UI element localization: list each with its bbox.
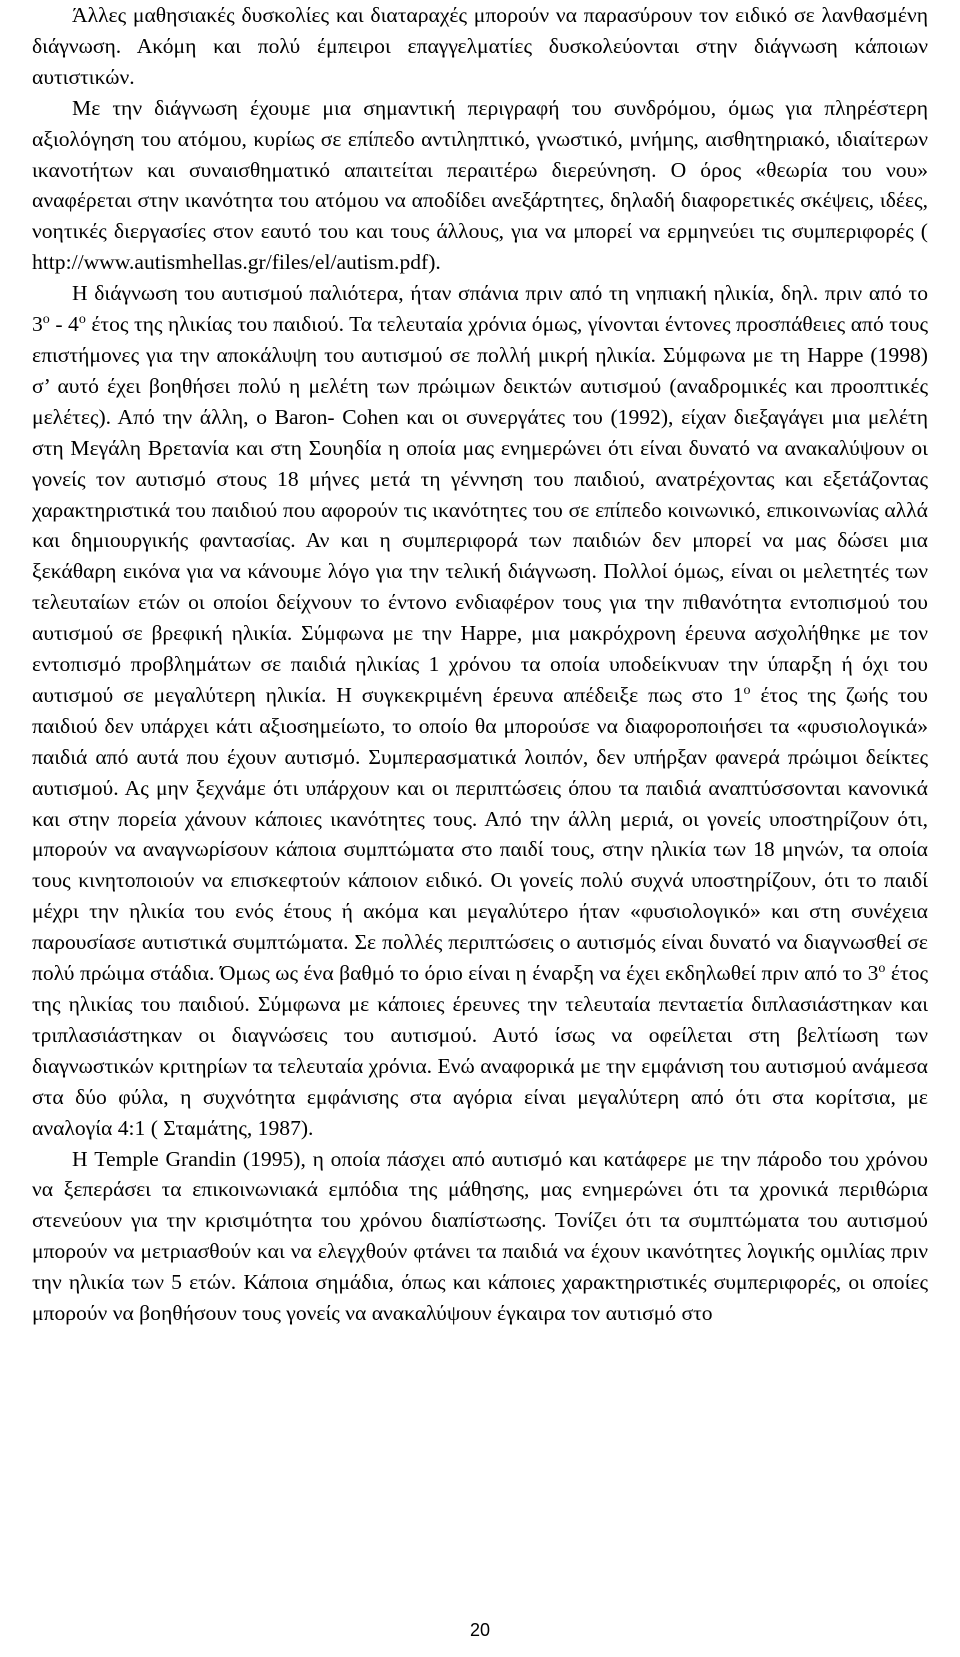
superscript: ο [743, 682, 751, 698]
paragraph-text: Άλλες μαθησιακές δυσκολίες και διαταραχές μπορούν να παρασύρουν τον ειδικό σε λανθασμένη διάγνωση. Ακόμη και πολύ έμπειροι επαγγελματίες δυσκολεύονται στην διάγνωση κάποιων αυτιστικών. [32, 3, 928, 89]
paragraph-text: έτος της ηλικίας του παιδιού. Τα τελευταία χρόνια όμως, γίνονται έντονες προσπάθειες από τους επιστήμονες για την αποκάλυψη του αυτισμού σε πολλή μικρή ηλικία. Σύμφωνα με τη Happe (1998) σ’ αυτό έχει βοηθήσει πολύ η μελέτη των πρώιμων δεικτών αυτισμού (αναδρομικές και προοπτικές μελέτες). Από την άλλη, ο Baron- Cohen και οι συνεργάτες του (1992), είχαν διεξαγάγει μια μελέτη στη Μεγάλη Βρετανία και στη Σουηδία η οποία μας ενημερώνει ότι είναι δυνατό να ανακαλύψουν οι γονείς τον αυτισμό στους 18 μήνες μετά τη γέννηση του παιδιού, ανατρέχοντας και εξετάζοντας χαρακτηριστικά του παιδιού που αφορούν τις ικανότητες του σε επίπεδο κοινωνικό, επικοινωνίας αλλά και δημιουργικής φαντασίας. Αν και η συμπεριφορά των παιδιών δεν μπορεί να μας δώσει μια ξεκάθαρη εικόνα για να κάνουμε λόγο για την τελική διάγνωση. Πολλοί όμως, είναι οι μελετητές των τελευταίων ετών οι οποίοι δείχνουν το έντονο ενδιαφέρον τους για την πιθανότητα εντοπισμού του αυτισμού σε βρεφική ηλικία. Σύμφωνα με την Happe, μια μακρόχρονη έρευνα ασχολήθηκε με τον εντοπισμό προβλημάτων σε παιδιά ηλικίας 1 χρόνου τα οποία υποδείκνυαν την ύπαρξη ή όχι του αυτισμού σε μεγαλύτερη ηλικία. Η συγκεκριμένη έρευνα απέδειξε πως στο 1 [32, 312, 928, 707]
paragraph-4 [32, 1144, 928, 1329]
paragraph-text: Με την διάγνωση έχουμε μια σημαντική περιγραφή του συνδρόμου, όμως για πληρέστερη αξιολόγηση του ατόμου, κυρίως σε επίπεδο αντιληπτικό, γνωστικό, μνήμης, αισθητηριακό, ιδιαίτερων ικανοτήτων και συναισθηματικό απαιτείται περαιτέρω διερεύνηση. Ο όρος «θεωρία του νου» αναφέρεται στην ικανότητα του ατόμου να αποδίδει ανεξάρτητες, δηλαδή διαφορετικές σκέψεις, ιδέες, νοητικές διεργασίες στον εαυτό του και τους άλλους, για να μπορεί να ερμηνεύει τις συμπεριφορές ( http://www.autismhellas.gr/files/el/autism.pdf). [32, 95, 928, 275]
paragraph-text: έτος της ηλικίας του παιδιού. Σύμφωνα με κάποιες έρευνες την τελευταία πενταετία διπλασιάστηκαν και τριπλασιάστηκαν οι διαγνώσεις του αυτισμού. Αυτό ίσως να οφείλεται στη βελτίωση των διαγνωστικών κριτηρίων τα τελευταία χρόνια. Ενώ αναφορικά με την εμφάνιση του αυτισμού ανάμεσα στα δύο φύλα, η συχνότητα εμφάνισης στα αγόρια είναι μεγαλύτερη από ότι στα κορίτσια, με αναλογία 4:1 ( Σταμάτης, 1987). [32, 961, 928, 1140]
document-page [32, 0, 928, 1329]
paragraph-2 [32, 93, 928, 278]
superscript: ο [878, 960, 886, 976]
paragraph-1 [32, 0, 928, 93]
paragraph-3 [32, 278, 928, 1143]
superscript: ο [42, 311, 50, 327]
paragraph-text: Η διάγνωση του αυτισμού παλιότερα, ήταν σπάνια πριν από τη νηπιακή ηλικία, δηλ. πριν από το 3 [32, 281, 928, 337]
page-number: 20 [469, 1620, 491, 1640]
superscript: ο [78, 311, 86, 327]
paragraph-text: Η Temple Grandin (1995), η οποία πάσχει από αυτισμό και κατάφερε με την πάροδο του χρόνου να ξεπεράσει τα επικοινωνιακά εμπόδια της μάθησης, μας ενημερώνει ότι τα χρονικά περιθώρια στενεύουν για την κρισιμότητα του χρόνου διαπίστωσης. Τονίζει ότι τα συμπτώματα του αυτισμού μπορούν να μετριασθούν και να ελεγχθούν φτάνει τα παιδιά να έχουν ικανότητες λογικής ομιλίας πριν την ηλικία των 5 ετών. Κάποια σημάδια, όπως και κάποιες χαρακτηριστικές συμπεριφορές, οι οποίες μπορούν να βοηθήσουν τους γονείς να ανακαλύψουν έγκαιρα τον αυτισμό στο [32, 1146, 928, 1326]
paragraph-text: - 4 [49, 312, 79, 337]
paragraph-text: έτος της ζωής του παιδιού δεν υπάρχει κάτι αξιοσημείωτο, το οποίο θα μπορούσε να διαφοροποιήσει τα «φυσιολογικά» παιδιά από αυτά που έχουν αυτισμό. Συμπερασματικά λοιπόν, δεν υπήρξαν φανερά πρώιμοι δείκτες αυτισμού. Ας μην ξεχνάμε ότι υπάρχουν και οι περιπτώσεις όπου τα παιδιά αναπτύσσονται κανονικά και στην πορεία χάνουν κάποιες ικανότητες τους. Από την άλλη μεριά, οι γονείς υποστηρίζουν ότι, μπορούν να αναγνωρίσουν κάποια συμπτώματα στο παιδί τους, στην ηλικία των 18 μηνών, τα οποία τους κινητοποιούν να επισκεφτούν κάποιον ειδικό. Οι γονείς πολύ συχνά υποστηρίζουν, ότι το παιδί μέχρι την ηλικία του ενός έτους ή ακόμα και μεγαλύτερο ήταν «φυσιολογικό» και στη συνέχεια παρουσίασε αυτιστικά συμπτώματα. Σε πολλές περιπτώσεις ο αυτισμός είναι δυνατό να διαγνωσθεί σε πολύ πρώιμα στάδια. Όμως ως ένα βαθμό το όριο είναι η έναρξη να έχει εκδηλωθεί πριν από το 3 [32, 682, 928, 986]
